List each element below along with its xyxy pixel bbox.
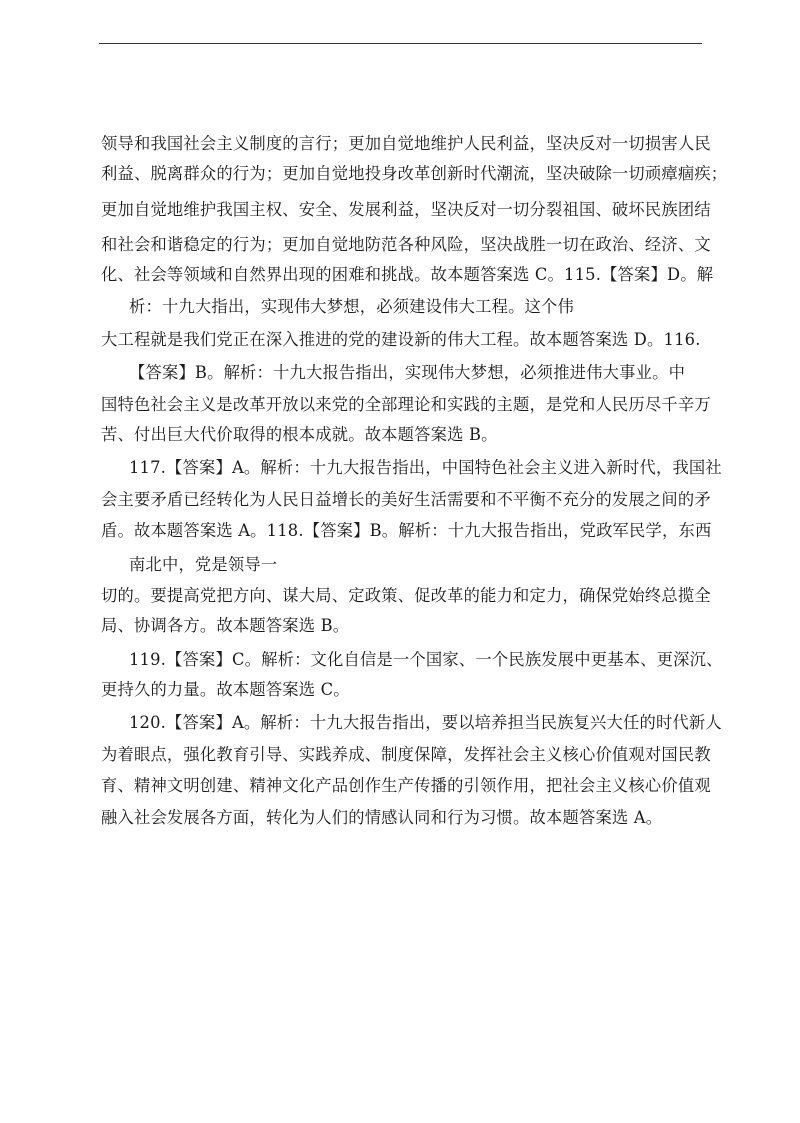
text-line: 更持久的力量。故本题答案选 C。	[101, 680, 350, 699]
text-line: 融入社会发展各方面，转化为人们的情感认同和行为习惯。故本题答案选 A。	[101, 808, 663, 827]
text-line: 119.【答案】C。解析：文化自信是一个国家、一个民族发展中更基本、更深沉、	[129, 650, 723, 669]
text-line: 苦、付出巨大代价取得的根本成就。故本题答案选 B。	[101, 425, 498, 444]
text-line: 大工程就是我们党正在深入推进的党的建设新的伟大工程。故本题答案选 D。116.	[101, 330, 701, 349]
text-line: 南北中，党是领导一	[129, 555, 278, 574]
text-line: 为着眼点，强化教育引导、实践养成、制度保障，发挥社会主义核心价值观对国民教	[101, 745, 711, 764]
text-line: 领导和我国社会主义制度的言行；更加自觉地维护人民利益，坚决反对一切损害人民	[101, 134, 711, 153]
text-line: 更加自觉地维护我国主权、安全、发展利益，坚决反对一切分裂祖国、破坏民族团结	[101, 200, 711, 219]
text-line: 盾。故本题答案选 A。118.【答案】B。解析：十九大报告指出，党政军民学，东西	[101, 521, 712, 540]
text-line: 析：十九大指出，实现伟大梦想，必须建设伟大工程。这个伟	[129, 297, 574, 316]
text-line: 会主要矛盾已经转化为人民日益增长的美好生活需要和不平衡不充分的发展之间的矛	[101, 490, 711, 509]
text-line: 利益、脱离群众的行为；更加自觉地投身改革创新时代潮流，坚决破除一切顽瘴痼疾；	[101, 164, 728, 183]
header-rule	[99, 43, 702, 44]
text-line: 120.【答案】A。解析：十九大报告指出，要以培养担当民族复兴大任的时代新人	[129, 713, 722, 732]
text-line: 局、协调各方。故本题答案选 B。	[101, 616, 350, 635]
text-line: 【答案】B。解析：十九大报告指出，实现伟大梦想，必须推进伟大事业。中	[129, 363, 686, 382]
text-line: 切的。要提高党把方向、谋大局、定政策、促改革的能力和定力，确保党始终总揽全	[101, 586, 711, 605]
text-line: 和社会和谐稳定的行为；更加自觉地防范各种风险，坚决战胜一切在政治、经济、文	[101, 235, 711, 254]
text-line: 117.【答案】A。解析：十九大报告指出，中国特色社会主义进入新时代，我国社	[129, 458, 722, 477]
text-line: 国特色社会主义是改革开放以来党的全部理论和实践的主题，是党和人民历尽千辛万	[101, 395, 711, 414]
text-line: 育、精神文明创建、精神文化产品创作生产传播的引领作用，把社会主义核心价值观	[101, 776, 711, 795]
text-line: 化、社会等领域和自然界出现的困难和挑战。故本题答案选 C。115.【答案】D。解	[101, 265, 714, 284]
